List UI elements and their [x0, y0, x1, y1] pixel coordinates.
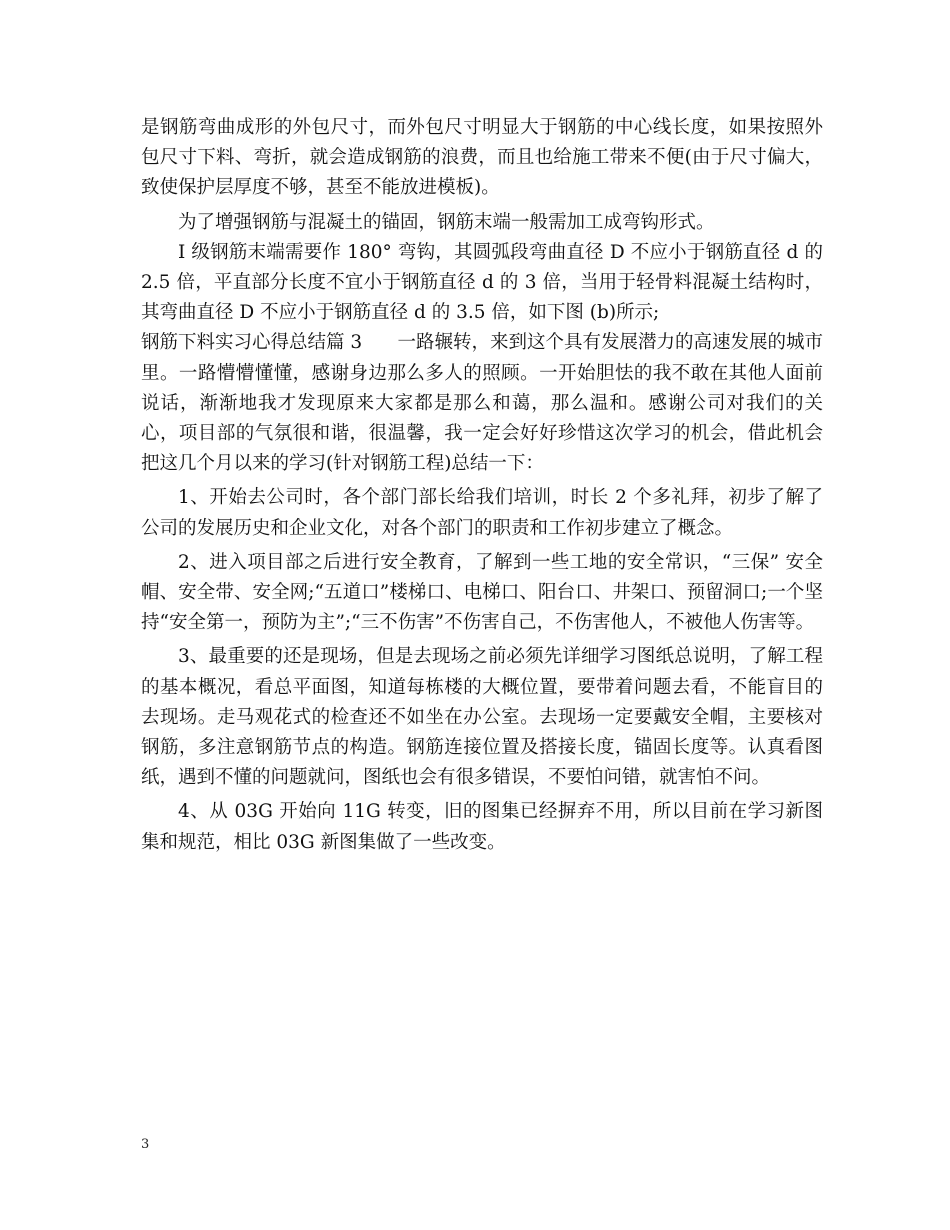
paragraph-item-3: 3、最重要的还是现场，但是去现场之前必须先详细学习图纸总说明，了解工程的基本概况，看总平面图，知道每栋楼的大概位置，要带着问题去看，不能盲目的去现场。走马观花式的检查还不如坐在办公室。去现场一定要戴安全帽，主要核对钢筋，多注意钢筋节点的构造。钢筋连接位置及搭接长度，锚固长度等。认真看图纸，遇到不懂的问题就问，图纸也会有很多错误，不要怕问错，就害怕不问。	[141, 646, 823, 789]
document-body	[141, 113, 823, 858]
page-number: 3	[141, 1137, 150, 1152]
paragraph-outer-size: 是钢筋弯曲成形的外包尺寸，而外包尺寸明显大于钢筋的中心线长度，如果按照外包尺寸下料、弯折，就会造成钢筋的浪费，而且也给施工带来不便(由于尺寸偏大，致使保护层厚度不够，甚至不能放进模板)。	[141, 117, 823, 199]
paragraph-item-2: 2、进入项目部之后进行安全教育，了解到一些工地的安全常识，“三保” 安全帽、安全带、安全网;“五道口”楼梯口、电梯口、阳台口、井架口、预留洞口;一个坚持“安全第一，预防为主”;“三不伤害”不伤害自己，不伤害他人，不被他人伤害等。	[141, 551, 823, 634]
paragraph-item-4: 4、从 03G 开始向 11G 转变，旧的图集已经摒弃不用，所以目前在学习新图集和规范，相比 03G 新图集做了一些改变。	[141, 801, 823, 853]
paragraph-hook-purpose: 为了增强钢筋与混凝土的锚固，钢筋末端一般需加工成弯钩形式。	[178, 211, 715, 233]
paragraph-grade-one-hook: I 级钢筋末端需要作 180° 弯钩，其圆弧段弯曲直径 D 不应小于钢筋直径 d 的 2.5 倍，平直部分长度不宜小于钢筋直径 d 的 3 倍，当用于轻骨料混凝土结构时，其弯曲直径 D 不应小于钢筋直径 d 的 3.5 倍，如下图 (b)所示;	[141, 241, 823, 324]
paragraph-item-1: 1、开始去公司时，各个部门部长给我们培训，时长 2 个多礼拜，初步了解了公司的发展历史和企业文化，对各个部门的职责和工作初步建立了概念。	[141, 487, 823, 539]
paragraph-section-intro	[141, 328, 823, 479]
section-title: 钢筋下料实习心得总结篇 3	[141, 332, 363, 354]
intro-text: 一路辗转，来到这个具有发展潜力的高速发展的城市里。一路懵懵懂懂，感谢身边那么多人的照顾。一开始胆怯的我不敢在其他人面前说话，渐渐地我才发现原来大家都是那么和蔼，那么温和。感谢公司对我们的关心，项目部的气氛很和谐，很温馨，我一定会好好珍惜这次学习的机会，借此机会把这几个月以来的学习(针对钢筋工程)总结一下：	[141, 332, 823, 475]
